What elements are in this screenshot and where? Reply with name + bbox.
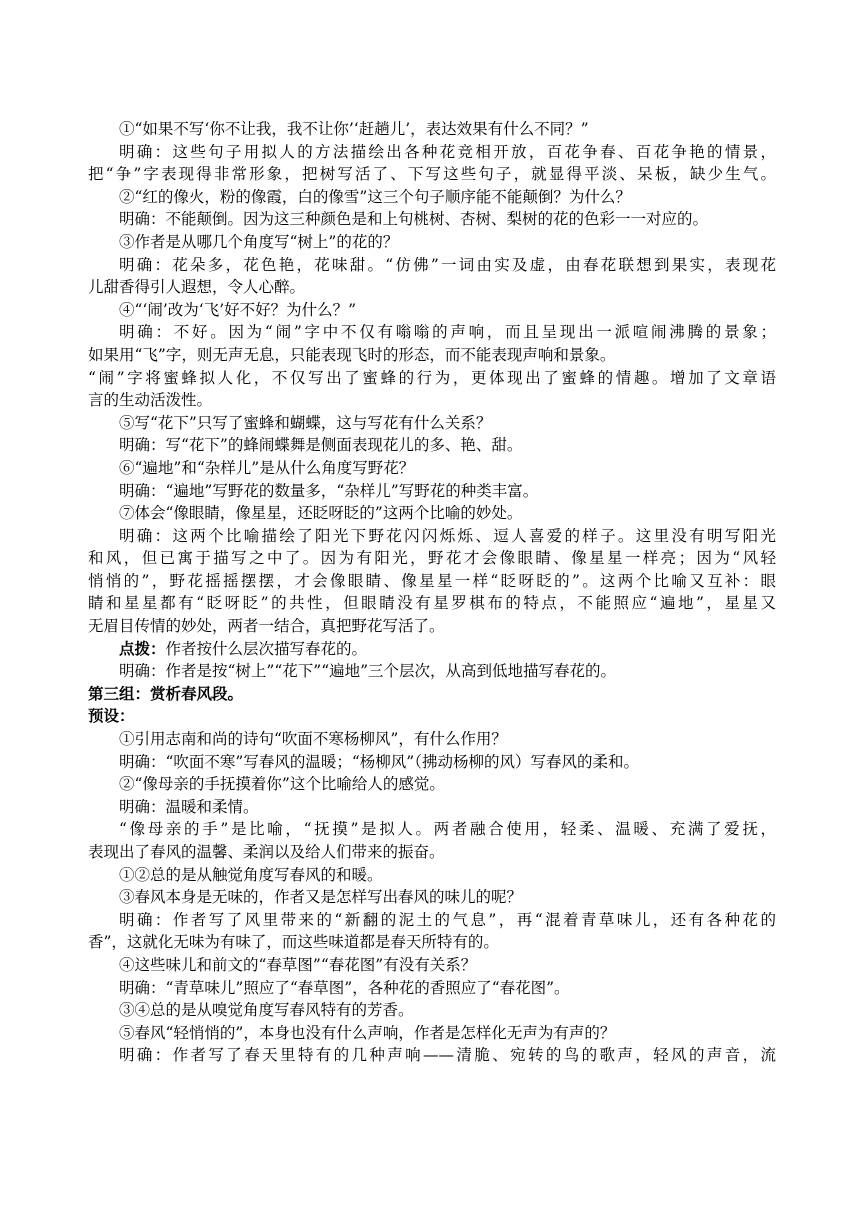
text-line <box>88 276 776 299</box>
line-text: 表现出了春风的温馨、柔润以及给人们带来的振奋。 <box>88 843 445 861</box>
line-text: 无眉目传情的妙处，两者一结合，真把野花写活了。 <box>88 617 445 636</box>
text-line <box>88 615 776 638</box>
line-text: 预设： <box>88 706 135 726</box>
text-line <box>88 751 776 774</box>
text-line <box>88 254 776 277</box>
document-body <box>88 118 776 1067</box>
line-text: 明确：“遍地”写野花的数量多，“杂样儿”写野花的种类丰富。 <box>119 481 539 500</box>
line-text: 第三组：赏析春风段。 <box>88 683 244 703</box>
line-text: 明确：这两个比喻描绘了阳光下野花闪闪烁烁、逗人喜爱的样子。这里没有明写阳光 <box>119 526 776 545</box>
line-text: ③作者是从哪几个角度写“树上”的花的？ <box>119 232 399 251</box>
line-text: 明确：不能颠倒。因为这三种颜色是和上句桃树、杏树、梨树的花的色彩一一对应的。 <box>119 210 709 229</box>
line-text: ④这些味儿和前文的“春草图”“春花图”有没有关系？ <box>119 955 477 974</box>
line-text: 把“争”字表现得非常形象，把树写活了、下写这些句子，就显得平淡、呆板，缺少生气。 <box>88 165 776 184</box>
line-text: 睛和星星都有“眨呀眨”的共性，但眼睛没有星罗棋布的特点，不能照应“遍地”，星星又 <box>88 594 776 613</box>
text-line <box>88 931 776 954</box>
text-line <box>88 502 776 525</box>
text-line <box>88 1022 776 1045</box>
text-line <box>88 208 776 231</box>
line-text: 儿甜香得引人遐想，令人心醉。 <box>88 278 306 297</box>
text-line <box>88 683 776 706</box>
text-line <box>88 909 776 932</box>
text-line <box>88 841 776 864</box>
text-line <box>88 1044 776 1067</box>
line-text: 言的生动活泼性。 <box>88 391 213 410</box>
text-line <box>88 186 776 209</box>
text-line <box>88 660 776 683</box>
text-line <box>88 818 776 841</box>
text-line <box>88 954 776 977</box>
line-text: 香”，这就化无味为有味了，而这些味道都是春天所特有的。 <box>88 933 499 952</box>
text-line <box>88 231 776 254</box>
line-text: 明确：这些句子用拟人的方法描绘出各种花竞相开放，百花争春、百花争艳的情景， <box>119 142 776 161</box>
line-text: 明确：作者是按“树上”“花下”“遍地”三个层次，从高到低地描写春花的。 <box>119 662 617 681</box>
text-line <box>88 389 776 412</box>
text-line <box>88 525 776 548</box>
text-line <box>88 118 776 141</box>
line-text: 明确：温暖和柔情。 <box>119 797 259 816</box>
line-text: ⑤春风“轻悄悄的”，本身也没有什么声响，作者是怎样化无声为有声的？ <box>119 1023 616 1042</box>
line-text: 明确：“吹面不寒”写春风的温暖；“杨柳风”（拂动杨柳的风）写春风的柔和。 <box>119 752 639 771</box>
text-line <box>88 163 776 186</box>
text-line <box>88 570 776 593</box>
line-label: 点拨： <box>119 638 166 658</box>
line-text: 明确：不好。因为“闹”字中不仅有嗡嗡的声响，而且呈现出一派喧闹沸腾的景象； <box>119 323 776 342</box>
text-line <box>88 141 776 164</box>
line-text: ①“如果不写‘你不让我，我不让你’‘赶趟儿’，表达效果有什么不同？” <box>119 120 589 138</box>
line-text: ③④总的是从嗅觉角度写春风特有的芳香。 <box>119 1001 414 1020</box>
line-text: 明确：花朵多，花色艳，花味甜。“仿佛”一词由实及虚，由春花联想到果实，表现花 <box>119 255 776 274</box>
line-text: ②“红的像火，粉的像霞，白的像雪”这三个句子顺序能不能颠倒？为什么？ <box>119 187 631 206</box>
text-line <box>88 705 776 728</box>
text-line <box>88 864 776 887</box>
line-text: 明确：写“花下”的蜂闹蝶舞是侧面表现花儿的多、艳、甜。 <box>119 436 523 455</box>
text-line <box>88 480 776 503</box>
text-line <box>88 592 776 615</box>
text-line <box>88 999 776 1022</box>
line-text: ④“‘闹’改为‘飞’好不好？为什么？” <box>119 300 357 319</box>
line-text: ①引用志南和尚的诗句“吹面不寒杨柳风”，有什么作用？ <box>119 730 507 749</box>
text-line <box>88 796 776 819</box>
line-text: ②“像母亲的手抚摸着你”这个比喻给人的感觉。 <box>119 775 445 794</box>
line-text: 明确：作者写了风里带来的“新翻的泥土的气息”，再“混着青草味儿，还有各种花的 <box>119 910 776 929</box>
text-line <box>88 547 776 570</box>
text-line <box>88 773 776 796</box>
line-text: ③春风本身是无味的，作者又是怎样写出春风的味儿的呢？ <box>119 888 523 907</box>
text-line <box>88 728 776 751</box>
line-text: 如果用“飞”字，则无声无息，只能表现飞时的形态，而不能表现声响和景象。 <box>88 345 616 364</box>
line-text: ①②总的是从触觉角度写春风的和暖。 <box>119 865 383 884</box>
line-text: 明确：“青草味儿”照应了“春草图”，各种花的香照应了“春花图”。 <box>119 978 570 997</box>
line-text: 作者按什么层次描写春花的。 <box>165 639 368 658</box>
text-line <box>88 434 776 457</box>
text-line <box>88 344 776 367</box>
text-line <box>88 977 776 1000</box>
line-text: ⑦体会“像眼睛，像星星，还眨呀眨的”这两个比喻的妙处。 <box>119 504 523 523</box>
line-text: 明确：作者写了春天里特有的几种声响——清脆、宛转的鸟的歌声，轻风的声音，流 <box>119 1046 776 1065</box>
text-line <box>88 457 776 480</box>
text-line <box>88 412 776 435</box>
line-text: ⑥“遍地”和“杂样儿”是从什么角度写野花？ <box>119 458 415 477</box>
text-line <box>88 886 776 909</box>
text-line <box>88 638 776 661</box>
text-line <box>88 321 776 344</box>
line-text: “像母亲的手”是比喻，“抚摸”是拟人。两者融合使用，轻柔、温暖、充满了爱抚， <box>119 820 776 839</box>
line-text: 悄悄的”，野花摇摇摆摆，才会像眼睛、像星星一样“眨呀眨的”。这两个比喻又互补：眼 <box>88 571 776 590</box>
text-line <box>88 367 776 390</box>
line-text: ⑤写“花下”只写了蜜蜂和蝴蝶，这与写花有什么关系？ <box>119 413 492 432</box>
text-line <box>88 299 776 322</box>
line-text: “闹”字将蜜蜂拟人化，不仅写出了蜜蜂的行为，更体现出了蜜蜂的情趣。增加了文章语 <box>88 368 776 387</box>
line-text: 和风，但已寓于描写之中了。因为有阳光，野花才会像眼睛、像星星一样亮；因为“风轻 <box>88 549 776 568</box>
